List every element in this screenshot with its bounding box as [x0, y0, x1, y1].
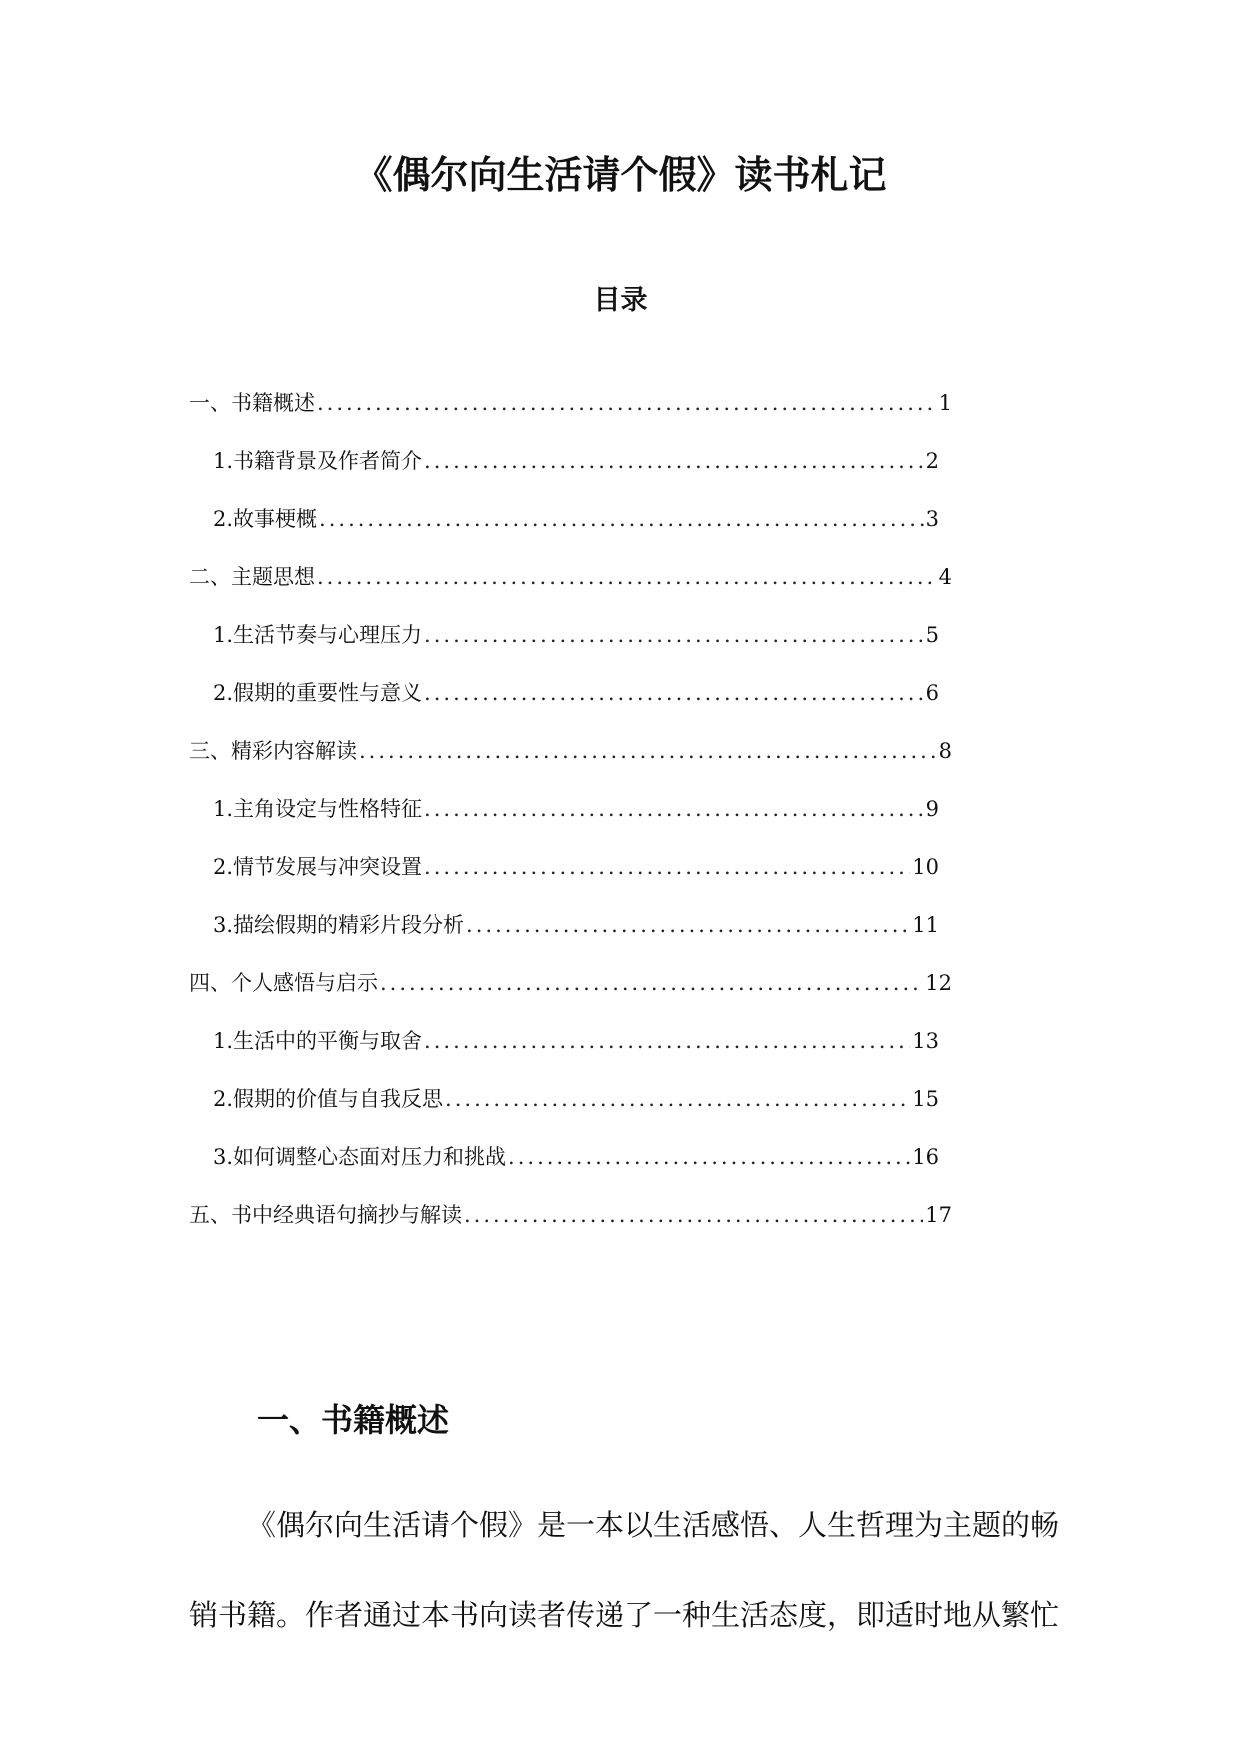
toc-entry-label: 假期的重要性与意义: [233, 681, 423, 705]
toc-entry-label: 书籍背景及作者简介: [233, 449, 423, 473]
toc-dot-leader: [464, 1198, 923, 1232]
toc-dot-leader: [380, 966, 923, 1000]
toc-dot-leader: [466, 908, 910, 942]
toc-dot-leader: [424, 618, 924, 652]
toc-entry-page: 1: [938, 391, 952, 415]
toc-heading: 目录: [593, 285, 648, 316]
toc-entry-number: 3.: [213, 913, 234, 937]
toc-entry-label: 主角设定与性格特征: [233, 797, 423, 821]
toc-entry-number: 2.: [213, 1087, 234, 1111]
toc-entry-label: 情节发展与冲突设置: [233, 855, 423, 879]
toc-entry-page: 2: [925, 449, 939, 473]
toc-entry-number: 1.: [213, 1029, 234, 1053]
toc-entry-page: 8: [938, 739, 952, 763]
toc-entry-page: 6: [925, 681, 939, 705]
toc-entry[interactable]: [213, 1082, 939, 1116]
toc-dot-leader: [424, 792, 924, 826]
toc-entry-number: 1.: [213, 623, 234, 647]
toc-entry-label: 描绘假期的精彩片段分析: [233, 913, 465, 937]
toc-dot-leader: [424, 1024, 910, 1058]
toc-entry[interactable]: [189, 1198, 952, 1232]
toc-entry[interactable]: [213, 502, 939, 536]
section-heading: 一、书籍概述: [257, 1401, 450, 1439]
toc-entry-label: 假期的价值与自我反思: [233, 1087, 444, 1111]
toc-entry-page: 12: [925, 971, 952, 995]
toc-entry-number: 1.: [213, 797, 234, 821]
toc-entry-label: 四、个人感悟与启示: [189, 971, 378, 995]
toc-entry-page: 11: [912, 913, 939, 937]
toc-dot-leader: [445, 1082, 910, 1116]
body-paragraph: 《偶尔向生活请个假》是一本以生活感悟、人生哲理为主题的畅销书籍。作者通过本书向读者传递了一种生活态度，即适时地从繁忙: [189, 1508, 1060, 1632]
toc-entry-number: 3.: [213, 1145, 234, 1169]
toc-entry[interactable]: [213, 850, 939, 884]
toc-entry[interactable]: [189, 386, 952, 420]
toc-entry-page: 9: [925, 797, 939, 821]
toc-entry-page: 17: [925, 1203, 952, 1227]
toc-entry-label: 三、精彩内容解读: [189, 739, 357, 763]
toc-entry[interactable]: [213, 908, 939, 942]
toc-entry[interactable]: [213, 618, 939, 652]
toc-entry[interactable]: [189, 734, 952, 768]
toc-entry-label: 生活节奏与心理压力: [233, 623, 423, 647]
toc-entry-label: 生活中的平衡与取舍: [233, 1029, 423, 1053]
toc-dot-leader: [424, 676, 924, 710]
toc-dot-leader: [317, 560, 937, 594]
toc-entry[interactable]: [213, 444, 939, 478]
toc-entry-page: 5: [925, 623, 939, 647]
toc-dot-leader: [508, 1140, 910, 1174]
toc-dot-leader: [317, 386, 937, 420]
toc-entry-label: 二、主题思想: [189, 565, 315, 589]
toc-entry-number: 2.: [213, 507, 234, 531]
toc-entry-page: 16: [912, 1145, 939, 1169]
toc-entry[interactable]: [213, 676, 939, 710]
toc-entry[interactable]: [213, 1024, 939, 1058]
toc-entry-page: 13: [912, 1029, 939, 1053]
toc-dot-leader: [424, 850, 910, 884]
toc-entry[interactable]: [189, 966, 952, 1000]
toc-entry-number: 2.: [213, 855, 234, 879]
toc-entry-label: 如何调整心态面对压力和挑战: [233, 1145, 507, 1169]
toc-entry-page: 4: [938, 565, 952, 589]
toc-entry-label: 一、书籍概述: [189, 391, 315, 415]
toc-entry[interactable]: [213, 1140, 939, 1174]
toc-entry-page: 3: [925, 507, 939, 531]
toc-entry-page: 10: [912, 855, 939, 879]
toc-entry-label: 五、书中经典语句摘抄与解读: [189, 1203, 462, 1227]
document-title: 《偶尔向生活请个假》读书札记: [354, 153, 887, 197]
toc-entry-page: 15: [912, 1087, 939, 1111]
toc-entry-number: 2.: [213, 681, 234, 705]
toc-entry[interactable]: [189, 560, 952, 594]
toc-entry-label: 故事梗概: [233, 507, 318, 531]
toc-entry-number: 1.: [213, 449, 234, 473]
toc-dot-leader: [359, 734, 937, 768]
toc-entry[interactable]: [213, 792, 939, 826]
toc-dot-leader: [319, 502, 924, 536]
toc-dot-leader: [424, 444, 924, 478]
